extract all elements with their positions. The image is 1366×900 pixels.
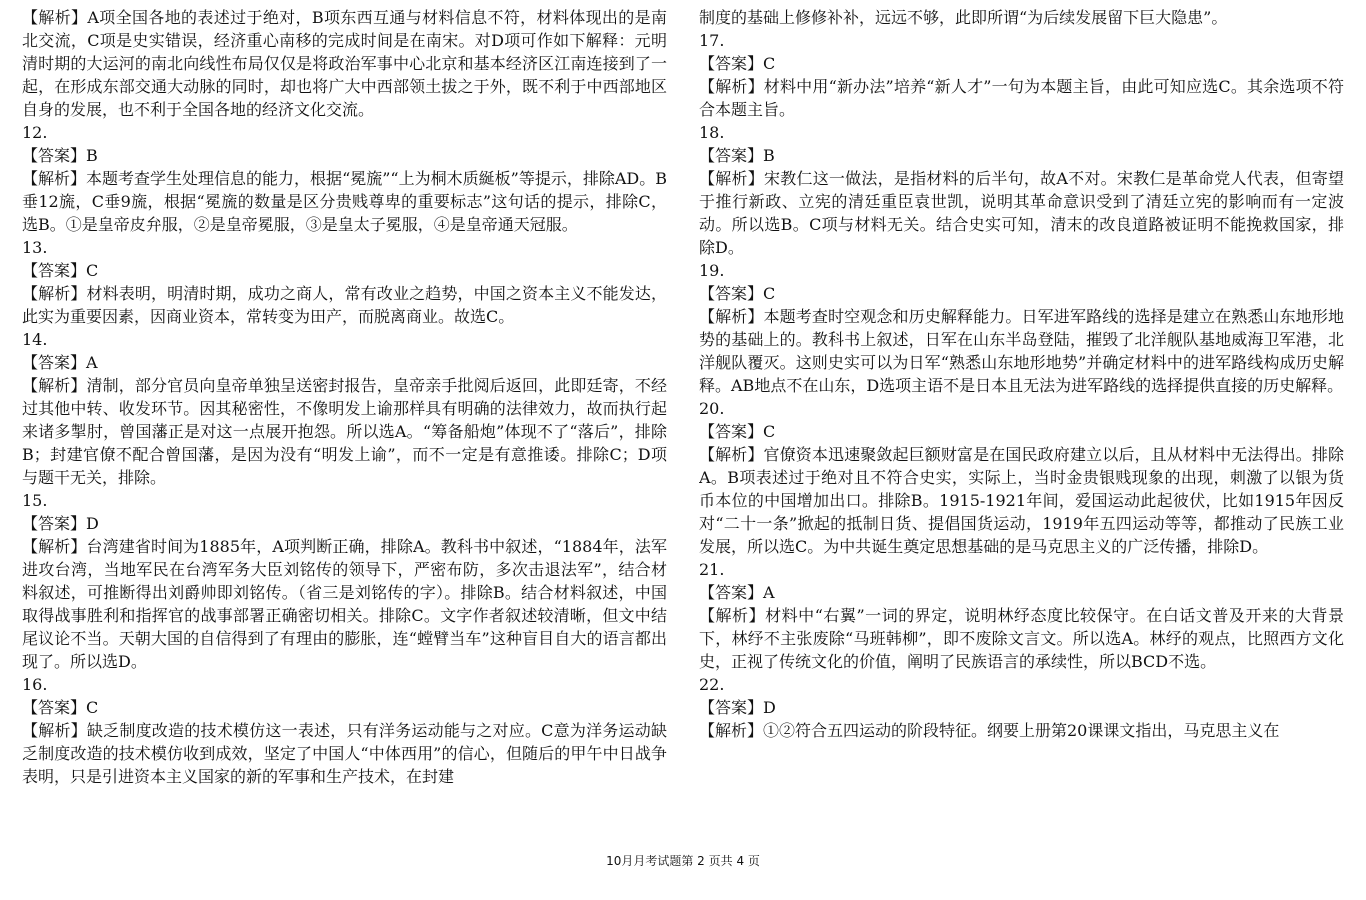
answer-line: 【答案】D <box>22 514 99 533</box>
answer-line: 【答案】D <box>699 698 776 717</box>
paragraph: 制度的基础上修修补补，远远不够，此即所谓“为后续发展留下巨大隐患”。 <box>699 8 1228 27</box>
question-number: 18. <box>699 123 725 142</box>
answer-line: 【答案】A <box>699 583 775 602</box>
analysis-paragraph: 【解析】本题考查学生处理信息的能力，根据“冕旒”“上为桐木质綖板”等提示，排除AD。B垂12旒，C垂9旒，根据“冕旒的数量是区分贵贱尊卑的重要标志”这句话的提示，排除C，选B。①是皇帝皮弁服，②是皇帝冕服，③是皇太子冕服，④是皇帝通天冠服。 <box>22 169 667 234</box>
document-page <box>22 6 1344 848</box>
question-number: 21. <box>699 560 725 579</box>
right-column <box>699 6 1344 848</box>
analysis-paragraph: 【解析】A项全国各地的表述过于绝对，B项东西互通与材料信息不符，材料体现出的是南北交流，C项是史实错误，经济重心南移的完成时间是在南宋。对D项可作如下解释：元明清时期的大运河的南北向线性布局仅仅是将政治军事中心北京和基本经济区江南连接到了一起，在形成东部交通大动脉的同时，却也将广大中西部领土拔之于外，既不利于中西部地区自身的发展，也不利于全国各地的经济文化交流。 <box>22 8 667 119</box>
answer-line: 【答案】B <box>699 146 775 165</box>
analysis-paragraph: 【解析】官僚资本迅速聚敛起巨额财富是在国民政府建立以后，且从材料中无法得出。排除A。B项表述过于绝对且不符合史实，实际上，当时金贵银贱现象的出现，刺激了以银为货币本位的中国增加出口。排除B。1915-1921年间，爱国运动此起彼伏，比如1915年因反对“二十一条”掀起的抵制日货、提倡国货运动，1919年五四运动等等，都推动了民族工业发展，所以选C。为中共诞生奠定思想基础的是马克思主义的广泛传播，排除D。 <box>699 445 1344 556</box>
analysis-paragraph: 【解析】①②符合五四运动的阶段特征。纲要上册第20课课文指出，马克思主义在 <box>699 721 1280 740</box>
answer-line: 【答案】C <box>699 284 776 303</box>
question-number: 17. <box>699 31 725 50</box>
answer-line: 【答案】C <box>699 54 776 73</box>
question-number: 20. <box>699 399 725 418</box>
answer-line: 【答案】C <box>699 422 776 441</box>
left-column <box>22 6 667 848</box>
question-number: 15. <box>22 491 48 510</box>
question-number: 19. <box>699 261 725 280</box>
analysis-paragraph: 【解析】缺乏制度改造的技术模仿这一表述，只有洋务运动能与之对应。C意为洋务运动缺乏制度改造的技术模仿收到成效，坚定了中国人“中体西用”的信心，但随后的甲午中日战争表明，只是引进资本主义国家的新的军事和生产技术，在封建 <box>22 721 667 786</box>
question-number: 14. <box>22 330 48 349</box>
analysis-paragraph: 【解析】清制，部分官员向皇帝单独呈送密封报告，皇帝亲手批阅后返回，此即廷寄，不经过其他中转、收发环节。因其秘密性，不像明发上谕那样具有明确的法律效力，故而执行起来诸多掣肘，曾国藩正是对这一点展开抱怨。所以选A。“筹备船炮”体现不了“落后”，排除B；封建官僚不配合曾国藩，是因为没有“明发上谕”，而不一定是有意推诿。排除C；D项与题干无关，排除。 <box>22 376 667 487</box>
analysis-paragraph: 【解析】本题考查时空观念和历史解释能力。日军进军路线的选择是建立在熟悉山东地形地势的基础上的。教科书上叙述，日军在山东半岛登陆，摧毁了北洋舰队基地威海卫军港，北洋舰队覆灭。这则史实可以为日军“熟悉山东地形地势”并确定材料中的进军路线构成历史解释。AB地点不在山东，D选项主语不是日本且无法为进军路线的选择提供直接的历史解释。 <box>699 307 1344 395</box>
answer-line: 【答案】B <box>22 146 98 165</box>
question-number: 16. <box>22 675 48 694</box>
analysis-paragraph: 【解析】台湾建省时间为1885年，A项判断正确，排除A。教科书中叙述，“1884年，法军进攻台湾，当地军民在台湾军务大臣刘铭传的领导下，严密布防，多次击退法军”，结合材料叙述，可推断得出刘爵帅即刘铭传。（省三是刘铭传的字）。排除B。结合材料叙述，中国取得战事胜利和指挥官的战事部署正确密切相关。排除C。文字作者叙述较清晰，但文中结尾议论不当。天朝大国的自信得到了有理由的膨胀，连“螳臂当车”这种盲目自大的语言都出现了。所以选D。 <box>22 537 667 671</box>
question-number: 12. <box>22 123 48 142</box>
answer-line: 【答案】A <box>22 353 98 372</box>
answer-line: 【答案】C <box>22 698 99 717</box>
question-number: 13. <box>22 238 48 257</box>
analysis-paragraph: 【解析】材料表明，明清时期，成功之商人，常有改业之趋势，中国之资本主义不能发达，此实为重要因素，因商业资本，常转变为田产，而脱离商业。故选C。 <box>22 284 667 326</box>
answer-line: 【答案】C <box>22 261 99 280</box>
analysis-paragraph: 【解析】材料中用“新办法”培养“新人才”一句为本题主旨，由此可知应选C。其余选项不符合本题主旨。 <box>699 77 1344 119</box>
analysis-paragraph: 【解析】材料中“右翼”一词的界定，说明林纾态度比较保守。在白话文普及开来的大背景下，林纾不主张废除“马班韩柳”，即不废除文言文。所以选A。林纾的观点，比照西方文化史，正视了传统文化的价值，阐明了民族语言的承续性，所以BCD不选。 <box>699 606 1344 671</box>
question-number: 22. <box>699 675 725 694</box>
analysis-paragraph: 【解析】宋教仁这一做法，是指材料的后半句，故A不对。宋教仁是革命党人代表，但寄望于推行新政、立宪的清廷重臣袁世凯，说明其革命意识受到了清廷立宪的影响而有一定波动。所以选B。C项与材料无关。结合史实可知，清末的改良道路被证明不能挽救国家，排除D。 <box>699 169 1344 257</box>
page-footer: 10月月考试题第 2 页共 4 页 <box>606 854 760 868</box>
